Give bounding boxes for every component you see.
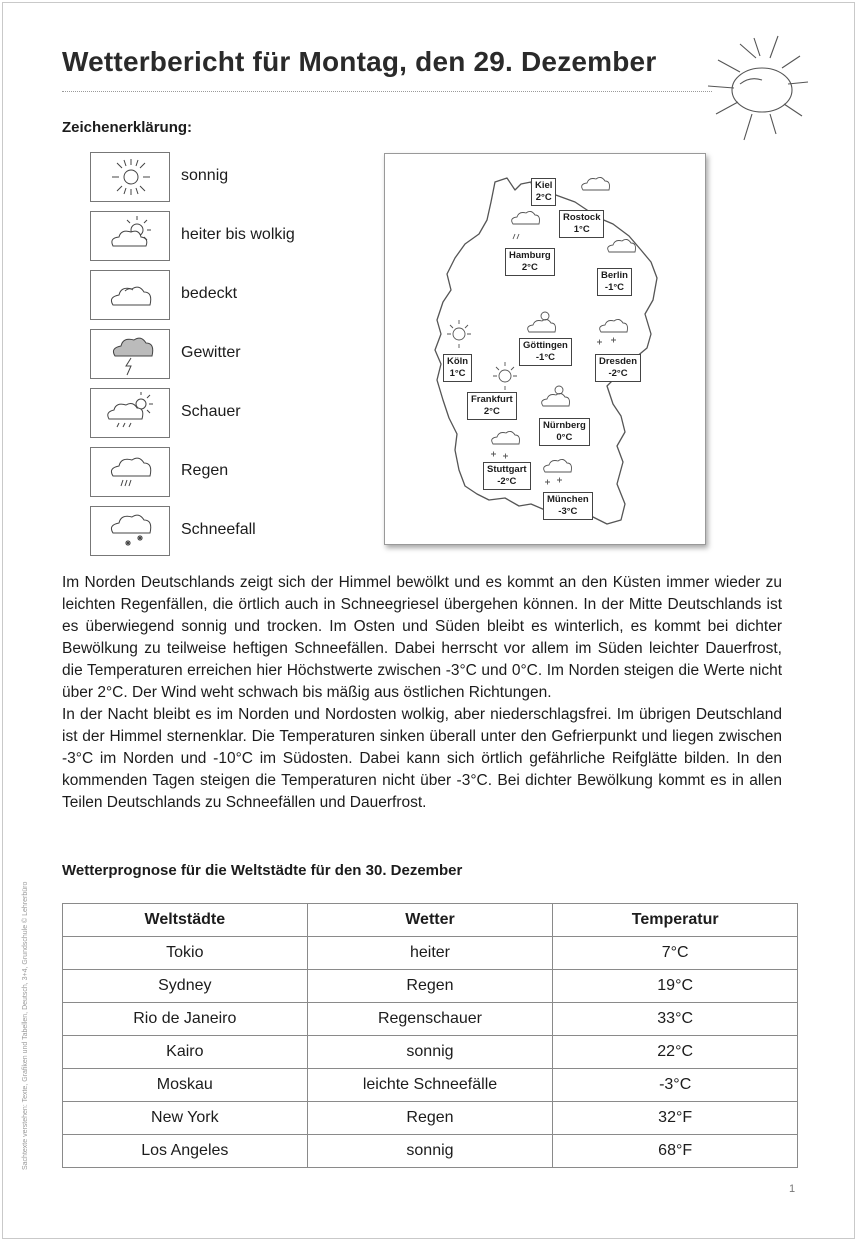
page-title: Wetterbericht für Montag, den 29. Dezember (62, 46, 657, 77)
table-cell: 33°C (553, 1003, 798, 1036)
forecast-table (62, 903, 798, 1168)
table-cell: New York (63, 1102, 308, 1135)
table-cell: Regenschauer (307, 1003, 553, 1036)
table-cell: heiter (307, 937, 553, 970)
city-label-frankfurt: Frankfurt 2°C (467, 392, 517, 420)
rain-icon (91, 448, 169, 496)
forecast-heading: Wetterprognose für die Weltstädte für den 30. Dezember (62, 862, 463, 879)
legend-icon-box (90, 447, 170, 497)
snow-icon (91, 507, 169, 555)
showers-icon (91, 389, 169, 437)
city-label-hamburg: Hamburg 2°C (505, 248, 555, 276)
thunderstorm-icon (91, 330, 169, 378)
legend-label: Regen (181, 462, 229, 479)
legend-label: sonnig (181, 167, 229, 184)
legend-label: heiter bis wolkig (181, 226, 295, 243)
table-cell: Tokio (63, 937, 308, 970)
table-cell: -3°C (553, 1069, 798, 1102)
legend-label: Schauer (181, 403, 241, 420)
legend-icon-box (90, 211, 170, 261)
city-label-berlin: Berlin -1°C (597, 268, 632, 296)
table-cell: 7°C (553, 937, 798, 970)
column-header: Weltstädte (63, 904, 308, 937)
weather-report-text (62, 572, 782, 814)
table-cell: Regen (307, 1102, 553, 1135)
table-row (63, 1102, 798, 1135)
cloud-icon (91, 271, 169, 319)
table-row (63, 1036, 798, 1069)
legend-label: Schneefall (181, 521, 256, 538)
germany-weather-map (384, 153, 706, 545)
city-label-rostock: Rostock 1°C (559, 210, 604, 238)
city-label-stuttgart: Stuttgart -2°C (483, 462, 531, 490)
table-cell: Sydney (63, 970, 308, 1003)
city-label-nuernberg: Nürnberg 0°C (539, 418, 590, 446)
table-cell: 19°C (553, 970, 798, 1003)
table-row (63, 970, 798, 1003)
legend-icon-box (90, 506, 170, 556)
legend-icon-box (90, 388, 170, 438)
table-cell: Moskau (63, 1069, 308, 1102)
legend-icon-box (90, 329, 170, 379)
report-paragraph-2: In der Nacht bleibt es im Norden und Nordosten wolkig, aber niederschlagsfrei. Im übrigen Deutschland ist der Himmel sternenklar. Die Temperaturen sinken überall unter den Gefrierpunkt und liegen zwischen -3°C im Norden und -10°C im Südosten. Dabei kann sich örtlich gefährliche Reifglätte bilden. In den kommenden Tagen steigen die Temperaturen nicht über -3°C. Bei dichter Bewölkung kommt es in allen Teilen Deutschlands zu Schneefällen und Dauerfrost. (62, 706, 782, 811)
table-row (63, 1135, 798, 1168)
table-header-row (63, 904, 798, 937)
table-cell: 32°F (553, 1102, 798, 1135)
table-cell: Kairo (63, 1036, 308, 1069)
sun-icon (91, 153, 169, 201)
legend-label: Gewitter (181, 344, 241, 361)
table-cell: sonnig (307, 1036, 553, 1069)
city-label-muenchen: München -3°C (543, 492, 593, 520)
city-label-kiel: Kiel 2°C (531, 178, 556, 206)
sun-decoration-icon (700, 28, 810, 148)
legend-icon-box (90, 152, 170, 202)
title-divider (62, 91, 712, 92)
column-header: Temperatur (553, 904, 798, 937)
column-header: Wetter (307, 904, 553, 937)
table-cell: 68°F (553, 1135, 798, 1168)
table-row (63, 937, 798, 970)
table-cell: Rio de Janeiro (63, 1003, 308, 1036)
table-cell: Regen (307, 970, 553, 1003)
copyright-sidenote: Sachtexte verstehen: Texte, Grafiken und Tabellen, Deutsch, 3+4, Grundschule © Lehrerbüro (22, 881, 29, 1170)
legend-heading: Zeichenerklärung: (62, 119, 193, 136)
legend-label: bedeckt (181, 285, 238, 302)
city-label-koeln: Köln 1°C (443, 354, 472, 382)
table-row (63, 1003, 798, 1036)
sun-cloud-icon (91, 212, 169, 260)
page-number: 1 (789, 1183, 796, 1195)
table-row (63, 1069, 798, 1102)
city-label-dresden: Dresden -2°C (595, 354, 641, 382)
legend-icon-box (90, 270, 170, 320)
report-paragraph-1: Im Norden Deutschlands zeigt sich der Himmel bewölkt und es kommt an den Küsten immer wieder zu leichten Regenfällen, die örtlich auch in Schneegriesel übergehen können. In der Mitte Deutschlands ist es überwiegend sonnig und trocken. Im Osten und Süden bleibt es winterlich, es kommt bei dichter Bewölkung zu teilweise heftigen Schneefällen. Dabei herrscht vor allem im Süden leichter Dauerfrost, die Temperaturen erreichen hier Höchstwerte zwischen -3°C und 0°C. Im Norden steigen die Werte nicht über 2°C. Der Wind weht schwach bis mäßig aus östlichen Richtungen. (62, 574, 782, 701)
table-cell: Los Angeles (63, 1135, 308, 1168)
city-label-goettingen: Göttingen -1°C (519, 338, 572, 366)
table-cell: 22°C (553, 1036, 798, 1069)
table-cell: leichte Schneefälle (307, 1069, 553, 1102)
table-cell: sonnig (307, 1135, 553, 1168)
